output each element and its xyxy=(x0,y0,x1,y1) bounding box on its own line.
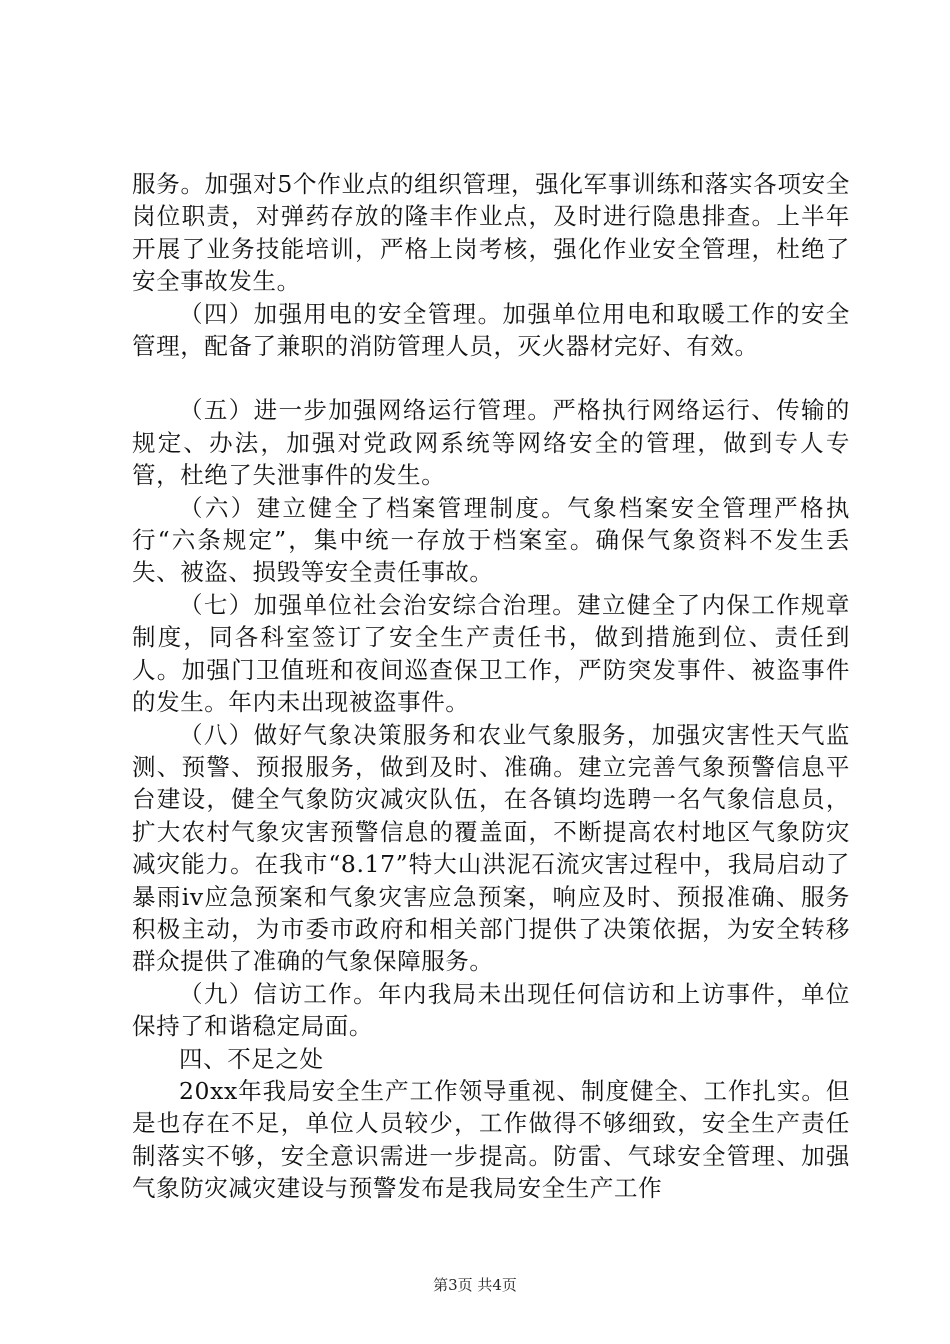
paragraph-weather-services: （八）做好气象决策服务和农业气象服务，加强灾害性天气监测、预警、预报服务，做到及时、准确。建立完善气象预警信息平台建设，健全气象防灾减灾队伍，在各镇均选聘一名气象信息员，扩大农村气象灾害预警信息的覆盖面，不断提高农村地区气象防灾减灾能力。在我市“8.17”特大山洪泥石流灾害过程中，我局启动了暴雨iv应急预案和气象灾害应急预案，响应及时、预报准确、服务积极主动，为市委市政府和相关部门提供了决策依据，为安全转移群众提供了准确的气象保障服务。 xyxy=(132,720,850,976)
paragraph-public-security: （七）加强单位社会治安综合治理。建立健全了内保工作规章制度，同各科室签订了安全生产责任书，做到措施到位、责任到人。加强门卫值班和夜间巡查保卫工作，严防突发事件、被盗事件的发生。年内未出现被盗事件。 xyxy=(132,590,850,717)
paragraph-archive-management: （六）建立健全了档案管理制度。气象档案安全管理严格执行“六条规定”，集中统一存放于档案室。确保气象资料不发生丢失、被盗、损毁等安全责任事故。 xyxy=(132,493,850,587)
paragraph-network-management: （五）进一步加强网络运行管理。严格执行网络运行、传输的规定、办法，加强对党政网系统等网络安全的管理，做到专人专管，杜绝了失泄事件的发生。 xyxy=(132,396,850,490)
page-footer: 第3页 共4页 xyxy=(433,1276,517,1294)
body-text xyxy=(132,168,850,1205)
paragraph-petition-work: （九）信访工作。年内我局未出现任何信访和上访事件，单位保持了和谐稳定局面。 xyxy=(132,979,850,1041)
paragraph-electricity-safety: （四）加强用电的安全管理。加强单位用电和取暖工作的安全管理，配备了兼职的消防管理人员，灭火器材完好、有效。 xyxy=(132,299,850,361)
paragraph-shortcomings: 20xx年我局安全生产工作领导重视、制度健全、工作扎实。但是也存在不足，单位人员较少，工作做得不够细致，安全生产责任制落实不够，安全意识需进一步提高。防雷、气球安全管理、加强气象防灾减灾建设与预警发布是我局安全生产工作 xyxy=(132,1076,850,1203)
paragraph-continuation: 服务。加强对5个作业点的组织管理，强化军事训练和落实各项安全岗位职责，对弹药存放的隆丰作业点，及时进行隐患排查。上半年开展了业务技能培训，严格上岗考核，强化作业安全管理，杜绝了安全事故发生。 xyxy=(132,170,850,296)
section-heading-shortcomings: 四、不足之处 xyxy=(179,1044,324,1073)
